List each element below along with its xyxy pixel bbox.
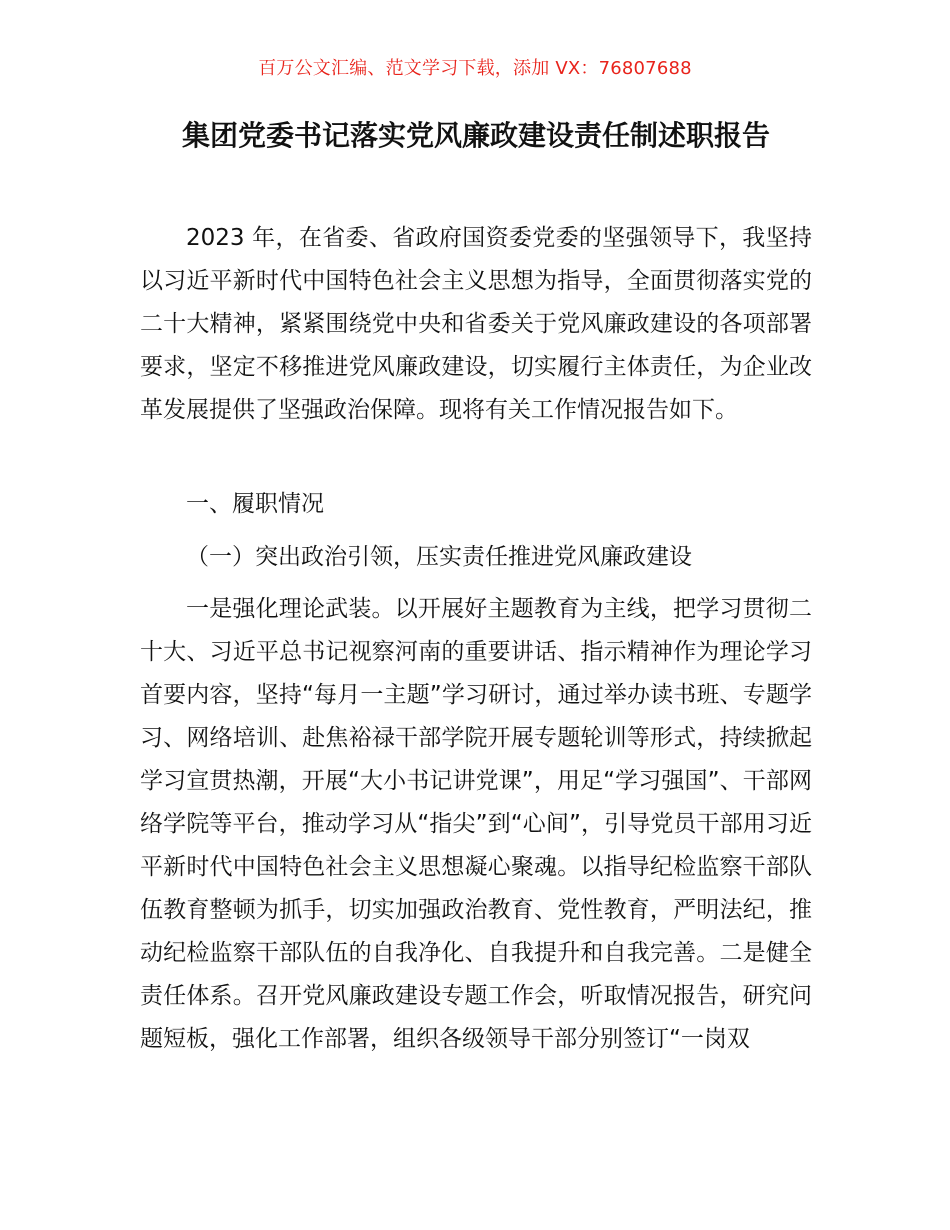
body-paragraph: 一是强化理论武装。以开展好主题教育为主线，把学习贯彻二十大、习近平总书记视察河南的重要讲话、指示精神作为理论学习首要内容，坚持“每月一主题”学习研讨，通过举办读书班、专题学习、网络培训、赴焦裕禄干部学院开展专题轮训等形式，持续掀起学习宣贯热潮，开展“大小书记讲党课”，用足“学习强国”、干部网络学院等平台，推动学习从“指尖”到“心间”，引导党员干部用习近平新时代中国特色社会主义思想凝心聚魂。以指导纪检监察干部队伍教育整顿为抓手，切实加强政治教育、党性教育，严明法纪，推动纪检监察干部队伍的自我净化、自我提升和自我完善。二是健全责任体系。召开党风廉政建设专题工作会，听取情况报告，研究问题短板，强化工作部署，组织各级领导干部分别签订“一岗双 [140,596,812,1052]
subsection-heading: （一）突出政治引领，压实责任推进党风廉政建设 [186,544,692,570]
document-title: 集团党委书记落实党风廉政建设责任制述职报告 [181,119,770,152]
header-watermark-note: 百万公文汇编、范文学习下载，添加 VX：76807688 [258,58,692,79]
intro-paragraph: 2023 年，在省委、省政府国资委党委的坚强领导下，我坚持以习近平新时代中国特色社会主义思想为指导，全面贯彻落实党的二十大精神，紧紧围绕党中央和省委关于党风廉政建设的各项部署要求，坚定不移推进党风廉政建设，切实履行主体责任，为企业改革发展提供了坚强政治保障。现将有关工作情况报告如下。 [140,225,812,423]
section-heading: 一、履职情况 [186,491,324,517]
